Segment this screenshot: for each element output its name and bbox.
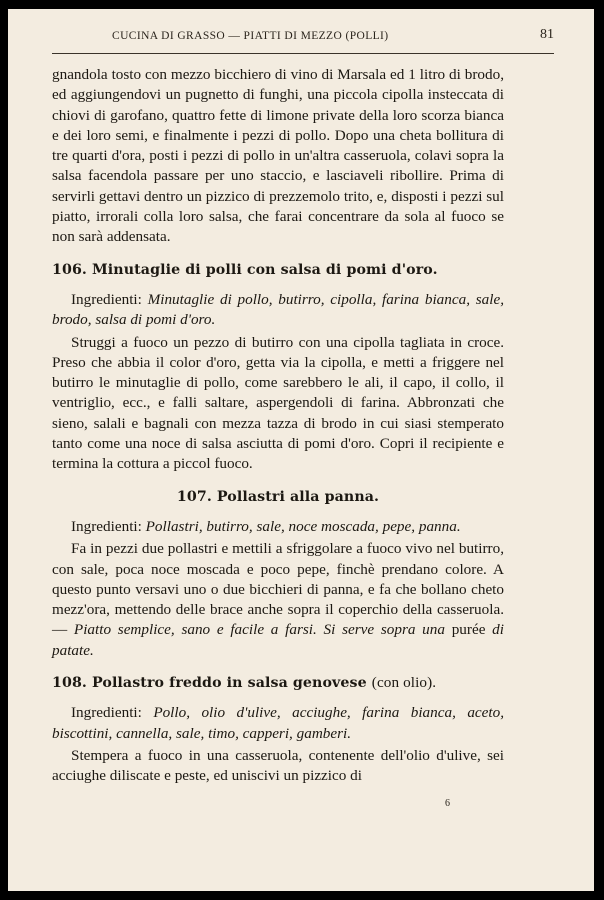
book-page	[8, 9, 594, 891]
instructions-puree: purée	[451, 621, 486, 639]
recipe-106-title: 106. Minutaglie di polli con salsa di pomi d'oro.	[52, 261, 438, 278]
ingredients-label: Ingredienti:	[71, 290, 142, 308]
recipe-107-ingredients	[52, 517, 504, 537]
instructions-note-end: di patate.	[52, 621, 504, 659]
ingredients-label: Ingredienti:	[71, 517, 142, 535]
instructions-text: Fa in pezzi due pollastri e mettili a sfriggolare a fuoco vivo nel butirro, con sale, poca noce moscada e poco pepe, finchè prendano colore. A questo punto versavi uno o due bicchieri di panna, e fa che bollano cheto mezz'ora, mettendo delle brace anche sopra il coperchio della casseruola. —	[52, 540, 504, 639]
recipe-108-title-suffix: (con olio).	[371, 674, 437, 692]
recipe-106-instructions: Struggi a fuoco un pezzo di butirro con una cipolla tagliata in croce. Preso che abbia il color d'oro, getta via la cipolla, e metti a friggere nel butirro le minutaglie di pollo, come sarebbero le ali, il capo, il collo, il ventriglio, ecc., e falli saltare, aspergendoli di farina. Abbronzati che sieno, salali e bagnali con mezza tazza di brodo in cui siasi stemperato tanto come una noce di salsa asciutta di pomi d'oro. Copri il recipiente e termina la cottura a piccol fuoco.	[52, 333, 504, 473]
page-number: 81	[540, 27, 554, 42]
ingredients-list: Pollastri, butirro, sale, noce moscada, pepe, panna.	[145, 517, 461, 535]
intro-paragraph: gnandola tosto con mezzo bicchiero di vino di Marsala ed 1 litro di brodo, ed aggiungendovi un pugnetto di funghi, una piccola cipolla insteccata di chiovi di garofano, quattro fette di limone private della loro scorza bianca e dei loro semi, e finalmente i pezzi di pollo. Dopo una cheta bollitura di tre quarti d'ora, posti i pezzi di pollo in un'altra casseruola, colavi sopra la salsa facendola passare per uno staccio, e lasciaveli ribollire. Prima di servirli gettavi dentro un pizzico di prezzemolo trito, e, disposti i pezzi sul piatto, irrorali colla loro salsa, che farai concentrare da sola al fuoco se non sarà addensata.	[52, 66, 504, 246]
ingredients-list: Minutaglie di pollo, butirro, cipolla, farina bianca, sale, brodo, salsa di pomi d'oro.	[52, 290, 504, 329]
ingredients-list: Pollo, olio d'ulive, acciughe, farina bianca, aceto, biscottini, cannella, sale, timo, capperi, gamberi.	[52, 704, 505, 742]
recipe-107-instructions	[52, 539, 504, 661]
running-header	[52, 27, 554, 49]
running-header-title: CUCINA DI GRASSO — PIATTI DI MEZZO (POLLI)	[112, 30, 389, 42]
recipe-107-title: 107. Pollastri alla panna.	[176, 488, 380, 505]
header-rule	[52, 53, 554, 54]
recipe-106-ingredients	[52, 290, 504, 331]
signature-mark: 6	[445, 798, 450, 809]
page-body	[52, 65, 504, 787]
recipe-108-title	[52, 673, 504, 693]
ingredients-label: Ingredienti:	[71, 704, 142, 722]
recipe-108-title-text: 108. Pollastro freddo in salsa genovese	[52, 675, 367, 692]
recipe-108-instructions: Stempera a fuoco in una casseruola, contenente dell'olio d'ulive, sei acciughe diliscate e peste, ed uniscivi un pizzico di	[52, 746, 504, 785]
instructions-note: Piatto semplice, sano e facile a farsi. Si serve sopra una	[73, 621, 445, 639]
recipe-108-ingredients	[52, 703, 504, 744]
